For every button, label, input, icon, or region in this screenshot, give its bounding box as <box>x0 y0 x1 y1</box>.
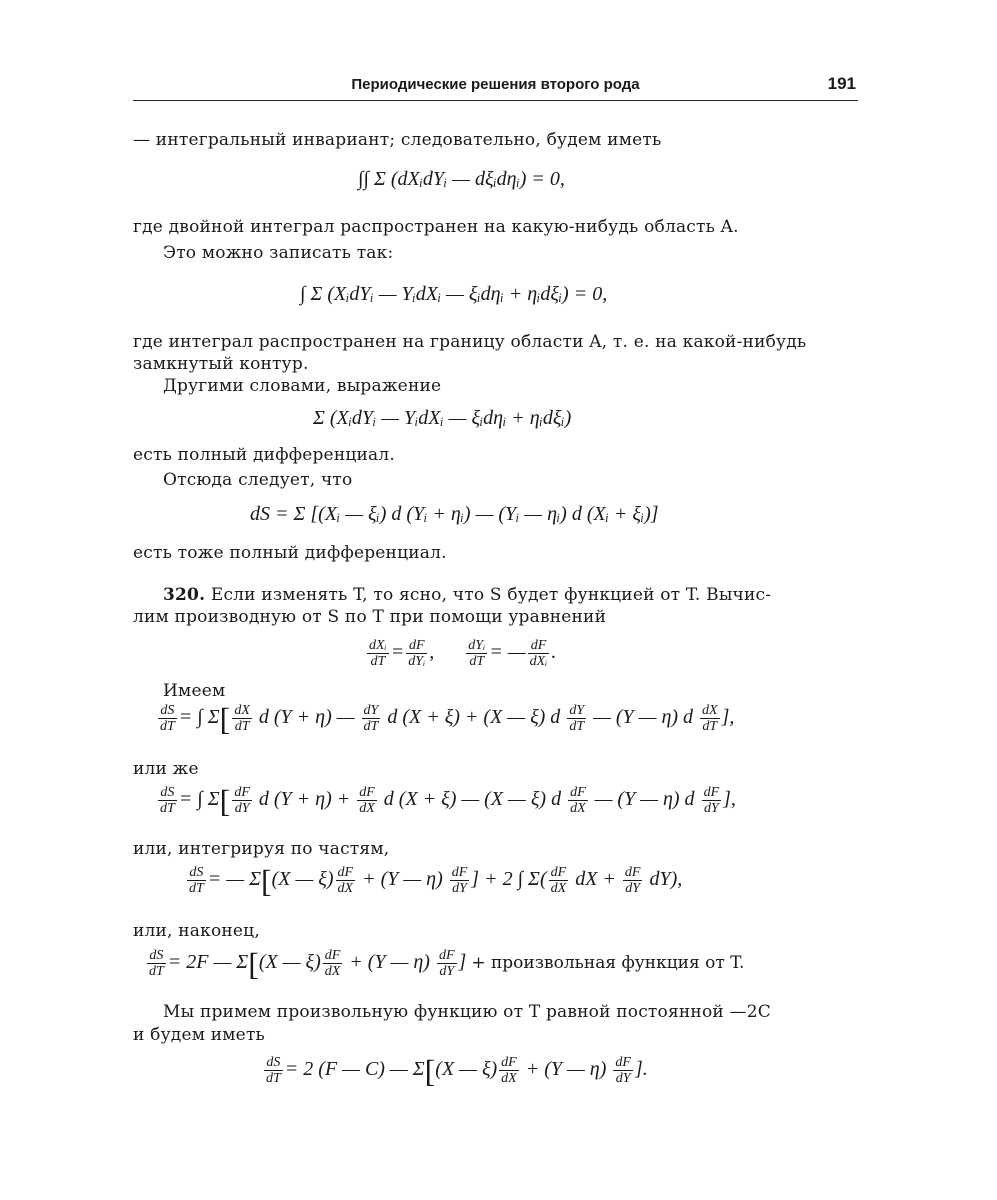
paragraph-line: есть тоже полный дифференциал. <box>133 543 447 563</box>
paragraph-line: где интеграл распространен на границу области A, т. е. на какой-нибудь <box>133 332 807 352</box>
paragraph-line: и будем иметь <box>133 1025 266 1045</box>
equation-3: Σ (XᵢdYᵢ — YᵢdXᵢ — ξᵢdηᵢ + ηᵢdξᵢ) <box>313 407 572 429</box>
equation-9: $\frac{dS}{dT}$ = 2F — Σ[(X — ξ) $\frac{dF}{dX}$ + (Y — η) $\frac{dF}{dY}$ ] + произвольная функция от T. <box>149 945 745 982</box>
equation-7: $\frac{dS}{dT}$ = ∫ Σ[ $\frac{dF}{dY}$ d (Y + η) + $\frac{dF}{dX}$ d (X + ξ) — (X — ξ) d $\frac{dF}{dX}$ — (Y — η) d $\frac{dF}{dY}$ ], <box>160 782 736 819</box>
equation-10: $\frac{dS}{dT}$ = 2 (F — C) — Σ[(X — ξ) $\frac{dF}{dX}$ + (Y — η) $\frac{dF}{dY}$ ]. <box>266 1052 648 1089</box>
paragraph-line: лим производную от S по T при помощи уравнений <box>133 607 607 627</box>
equation-6: $\frac{dS}{dT}$ = ∫ Σ[ $\frac{dX}{dT}$ d (Y + η) — $\frac{dY}{dT}$ d (X + ξ) + (X — ξ) d $\frac{dY}{dT}$ — (Y — η) d $\frac{dX}{dT}$ ], <box>160 700 735 737</box>
section-number: 320. <box>163 585 206 605</box>
equation-1: ∫∫ Σ (dXᵢdYᵢ — dξᵢdηᵢ) = 0, <box>358 168 565 190</box>
paragraph-line: есть полный дифференциал. <box>133 445 395 465</box>
paragraph-line: или же <box>133 759 199 779</box>
fraction: $\frac{dF}{\text{dXᵢ}}$ <box>529 638 548 669</box>
paragraph-line: замкнутый контур. <box>133 354 309 374</box>
fraction: $\frac{dF}{\text{dYᵢ}}$ <box>408 638 426 669</box>
paragraph-line: или, наконец, <box>133 921 260 941</box>
equation-5: $\frac{\text{dXᵢ}}{dT}$ = $\frac{dF}{\text{dYᵢ}}$ , $\frac{\text{dYᵢ}}{dT}$ = — $\frac{dF}{\text{dXᵢ}}$ . <box>369 638 557 669</box>
paragraph-line: или, интегрируя по частям, <box>133 839 390 859</box>
page-number: 191 <box>827 74 856 93</box>
equation-4: dS = Σ [(Xᵢ — ξᵢ) d (Yᵢ + ηᵢ) — (Yᵢ — ηᵢ) d (Xᵢ + ξᵢ)] <box>250 503 659 525</box>
fraction: $\frac{\text{dXᵢ}}{dT}$ <box>369 638 387 669</box>
paragraph-line: Имеем <box>163 681 226 701</box>
paragraph-line: Мы примем произвольную функцию от T равной постоянной —2C <box>163 1002 771 1022</box>
paragraph-line: Другими словами, выражение <box>163 376 442 396</box>
equation-8: $\frac{dS}{dT}$ = — Σ[(X — ξ) $\frac{dF}{dX}$ + (Y — η) $\frac{dF}{dY}$ ] + 2 ∫ Σ( $\frac{dF}{dX}$ dX + $\frac{dF}{dY}$ dY), <box>189 862 683 899</box>
paragraph-line: — интегральный инвариант; следовательно, будем иметь <box>133 130 662 150</box>
equation-2: ∫ Σ (XᵢdYᵢ — YᵢdXᵢ — ξᵢdηᵢ + ηᵢdξᵢ) = 0, <box>300 283 608 305</box>
paragraph-line: Это можно записать так: <box>163 243 394 263</box>
paragraph-line: Отсюда следует, что <box>163 470 353 490</box>
fraction: $\frac{\text{dYᵢ}}{dT}$ <box>468 638 486 669</box>
paragraph-text: Если изменять T, то ясно, что S будет функцией от T. Вычис- <box>210 585 772 605</box>
running-header <box>133 74 858 101</box>
paragraph-line <box>163 584 858 606</box>
header-title: Периодические решения второго рода <box>351 76 640 93</box>
paragraph-line: где двойной интеграл распространен на какую-нибудь область A. <box>133 217 739 237</box>
